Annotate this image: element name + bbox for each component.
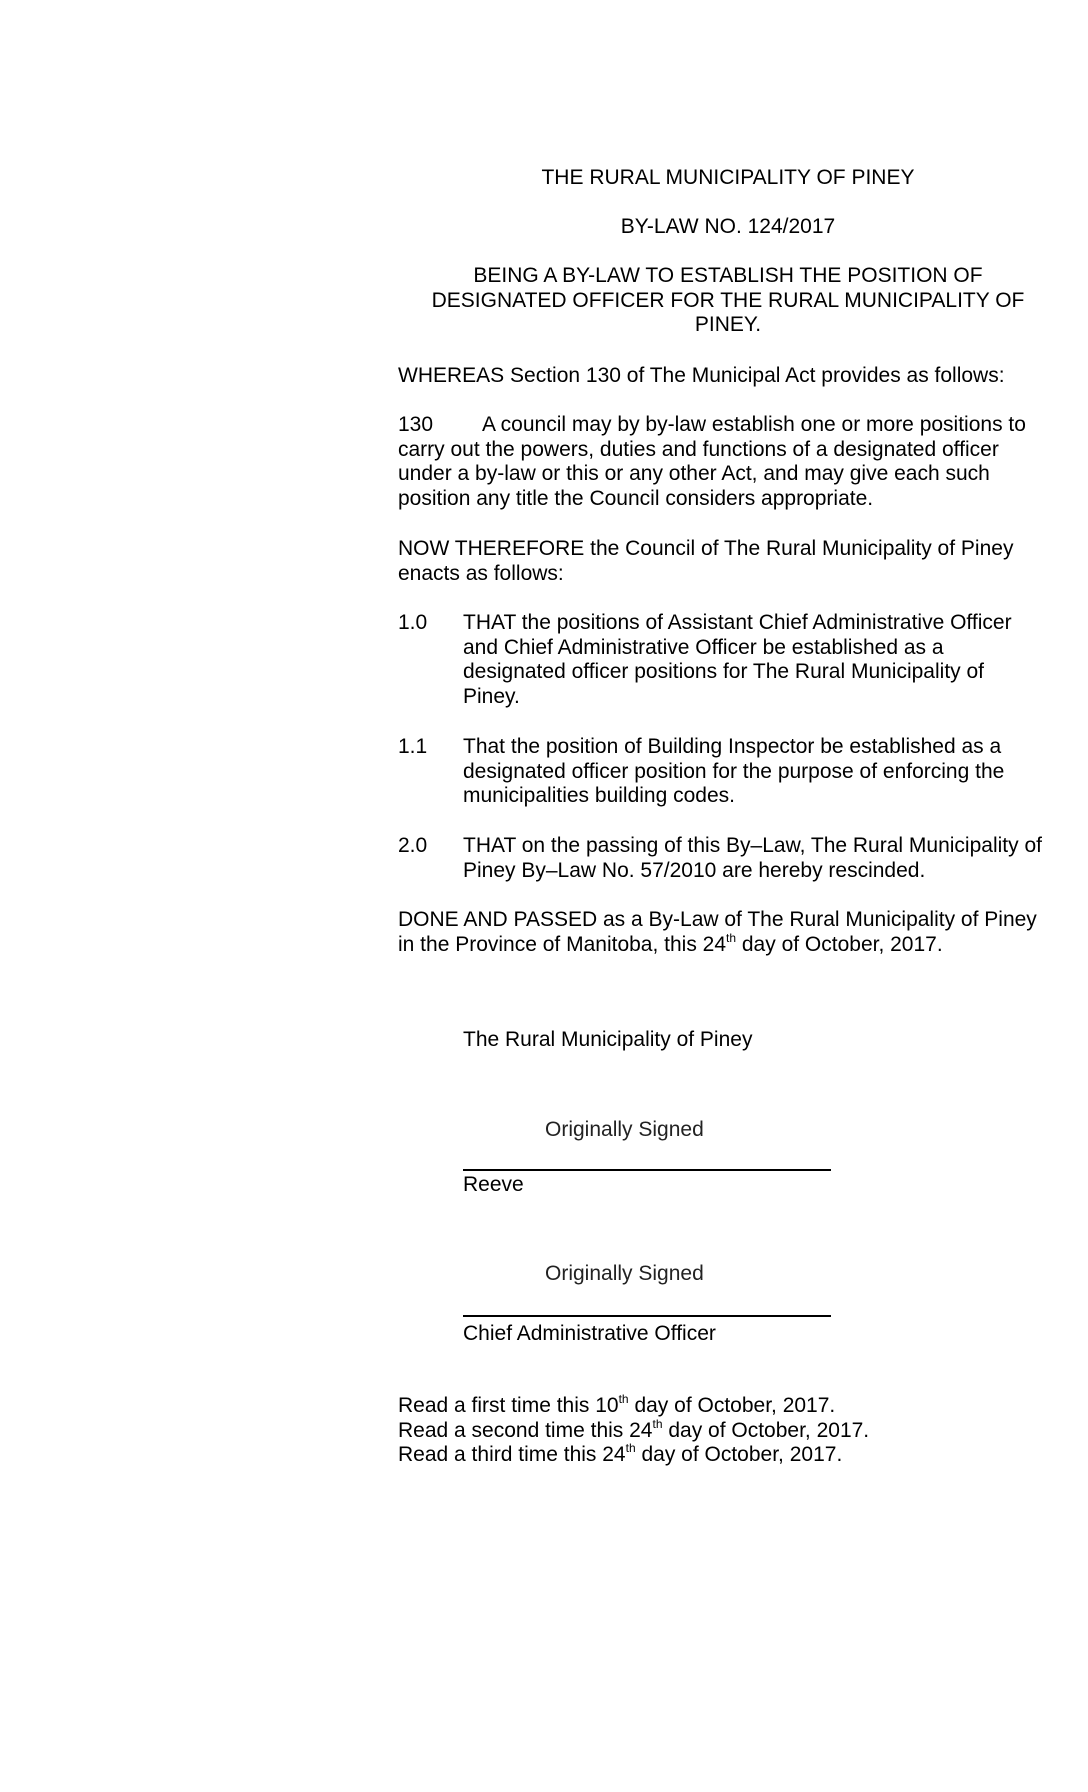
item-line: THAT the positions of Assistant Chief Administrative Officer bbox=[463, 611, 1012, 634]
now-therefore-line: NOW THEREFORE the Council of The Rural Municipality of Piney bbox=[398, 537, 1014, 560]
now-therefore-line: enacts as follows: bbox=[398, 561, 564, 585]
reading-line: Read a third time this 24th day of October, 2017. bbox=[398, 1441, 843, 1466]
bylaw-purpose-line: PINEY. bbox=[694, 313, 762, 336]
reading-line: Read a first time this 10th day of October, 2017. bbox=[398, 1392, 836, 1417]
readings bbox=[398, 1394, 1058, 1468]
section-130-line: A council may by by-law establish one or more positions to bbox=[482, 413, 1026, 436]
done-and-passed-line: in the Province of Manitoba, this 24th day of October, 2017. bbox=[398, 930, 943, 956]
bylaw-purpose-line: BEING A BY-LAW TO ESTABLISH THE POSITION OF bbox=[473, 264, 983, 287]
cao-signature-note: Originally Signed bbox=[545, 1262, 704, 1285]
item-number: 2.0 bbox=[398, 834, 428, 857]
item-text bbox=[463, 735, 1063, 809]
item-number: 1.0 bbox=[398, 611, 428, 634]
item-line: designated officer position for the purpose of enforcing the bbox=[463, 759, 1005, 783]
item-line: THAT on the passing of this By–Law, The Rural Municipality of bbox=[463, 834, 1042, 857]
signing-entity: The Rural Municipality of Piney bbox=[463, 1028, 753, 1051]
item-line: That the position of Building Inspector be established as a bbox=[463, 735, 1002, 758]
item-line: designated officer positions for The Rural Municipality of bbox=[463, 660, 985, 683]
item-line: Piney By–Law No. 57/2010 are hereby rescinded. bbox=[463, 858, 926, 882]
item-line: Piney. bbox=[463, 684, 520, 708]
bylaw-purpose-line: DESIGNATED OFFICER FOR THE RURAL MUNICIPALITY OF bbox=[431, 288, 1025, 312]
bylaw-purpose bbox=[398, 264, 1058, 338]
cao-signature-line bbox=[463, 1315, 831, 1317]
cao-title: Chief Administrative Officer bbox=[463, 1322, 716, 1345]
section-130-line: position any title the Council considers appropriate. bbox=[398, 486, 874, 510]
municipality-title: THE RURAL MUNICIPALITY OF PINEY bbox=[541, 166, 915, 189]
item-line: and Chief Administrative Officer be established as a bbox=[463, 635, 944, 659]
reading-line: Read a second time this 24th day of October, 2017. bbox=[398, 1416, 870, 1442]
section-130-text bbox=[398, 413, 1058, 511]
section-130-line: under a by-law or this or any other Act, and may give each such bbox=[398, 462, 990, 485]
item-number: 1.1 bbox=[398, 735, 428, 758]
reeve-signature-note: Originally Signed bbox=[545, 1118, 704, 1141]
done-and-passed-clause bbox=[398, 908, 1058, 957]
section-130-line: carry out the powers, duties and functions of a designated officer bbox=[398, 437, 999, 461]
done-and-passed-line: DONE AND PASSED as a By-Law of The Rural Municipality of Piney bbox=[398, 908, 1037, 931]
now-therefore-clause bbox=[398, 537, 1058, 586]
bylaw-number: BY-LAW NO. 124/2017 bbox=[620, 215, 836, 238]
item-text bbox=[463, 834, 1083, 883]
reeve-title: Reeve bbox=[463, 1173, 524, 1196]
item-line: municipalities building codes. bbox=[463, 784, 735, 807]
whereas-clause: WHEREAS Section 130 of The Municipal Act provides as follows: bbox=[398, 364, 1005, 387]
reeve-signature-line bbox=[463, 1169, 831, 1171]
item-text bbox=[463, 611, 1063, 709]
section-number: 130 bbox=[398, 413, 434, 436]
